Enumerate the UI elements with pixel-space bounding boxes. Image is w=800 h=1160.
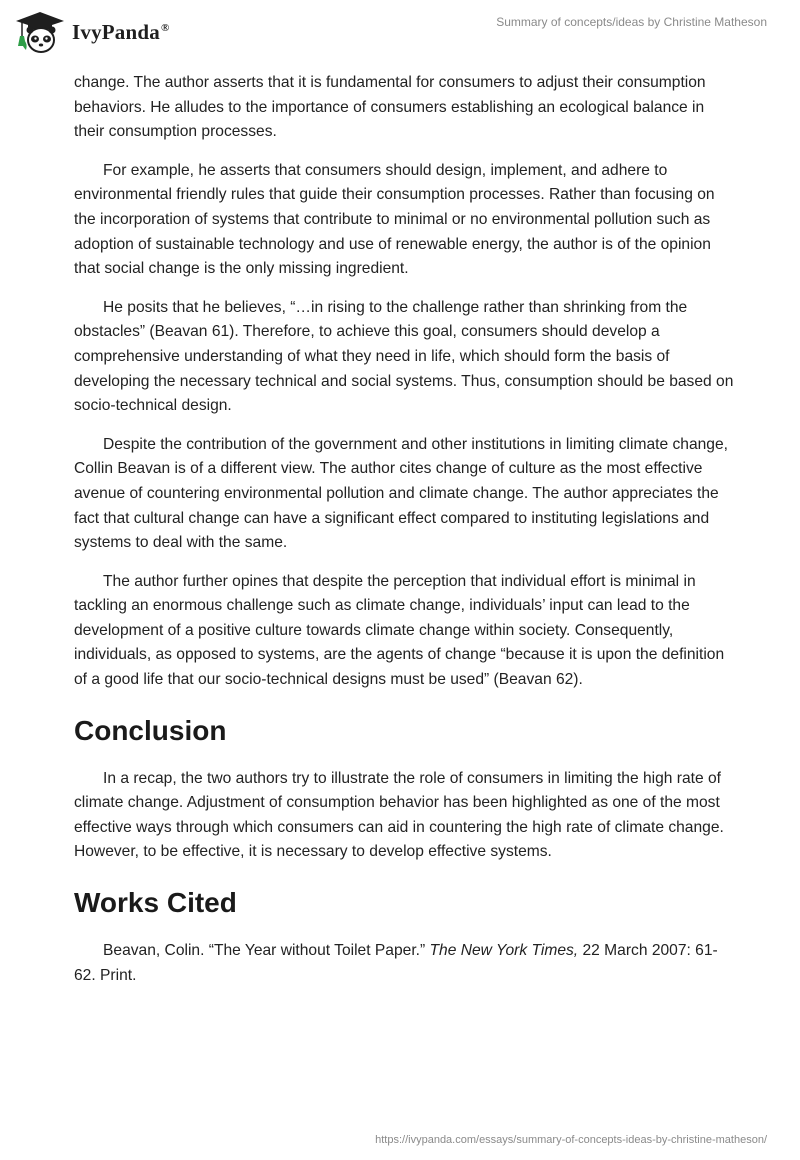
panda-graduation-icon (14, 10, 66, 54)
ivypanda-logo[interactable] (14, 10, 169, 54)
citation-suffix: 22 March 2007: 61-62. Print. (74, 942, 718, 984)
registered-mark: ® (160, 21, 170, 34)
works-cited-heading: Works Cited (74, 887, 237, 919)
conclusion-paragraph: In a recap, the two authors try to illustrate the role of consumers in limiting the high rate of climate change. Adjustment of consumption behavior has been highlighted as one of the most effective ways through which consumers can aid in countering the high rate of climate change. However, to be effective, it is necessary to develop effective systems. (74, 769, 724, 861)
page-header (0, 0, 800, 70)
paragraph-1: change. The author asserts that it is fundamental for consumers to adjust their consumption behaviors. He alludes to the importance of consumers establishing an ecological balance in their consumption processes. (74, 74, 706, 141)
paragraph-5: The author further opines that despite the perception that individual effort is minimal in tackling an enormous challenge such as climate change, individuals’ input can lead to the development of a positive culture towards climate change within society. Consequently, individuals, as opposed to systems, are the agents of change “because it is upon the definition of a good life that our socio-technical designs must be used” (Beavan 62). (74, 572, 725, 689)
paragraph-3: He posits that he believes, “…in rising to the challenge rather than shrinking from the obstacles” (Beavan 61). Therefore, to achieve this goal, consumers should develop a comprehensive understanding of what they need in life, which should form the basis of developing the necessary technical and social systems. Thus, consumption should be based on socio-technical design. (74, 298, 734, 415)
citation-entry (74, 939, 734, 988)
source-url[interactable]: https://ivypanda.com/essays/summary-of-concepts-ideas-by-christine-matheson/ (375, 1134, 767, 1146)
conclusion-heading: Conclusion (74, 714, 227, 746)
essay-content (74, 71, 734, 1002)
paragraph-2: For example, he asserts that consumers should design, implement, and adhere to environmental friendly rules that guide their consumption processes. Rather than focusing on the incorporation of systems that contribute to minimal or no environmental pollution such as adoption of sustainable technology and use of renewable energy, the author is of the opinion that social change is the only missing ingredient. (74, 161, 715, 278)
paragraph-4: Despite the contribution of the government and other institutions in limiting climate change, Collin Beavan is of a different view. The author cites change of culture as the most effective avenue of countering environmental pollution and climate change. The author appreciates the fact that cultural change can have a significant effect compared to instituting legislations and systems to deal with the same. (74, 435, 728, 552)
document-title: Summary of concepts/ideas by Christine Matheson (496, 15, 767, 29)
citation-journal: The New York Times, (429, 942, 579, 960)
citation-prefix: Beavan, Colin. “The Year without Toilet Paper.” (103, 942, 430, 960)
logo-text: IvyPanda® (72, 19, 170, 44)
